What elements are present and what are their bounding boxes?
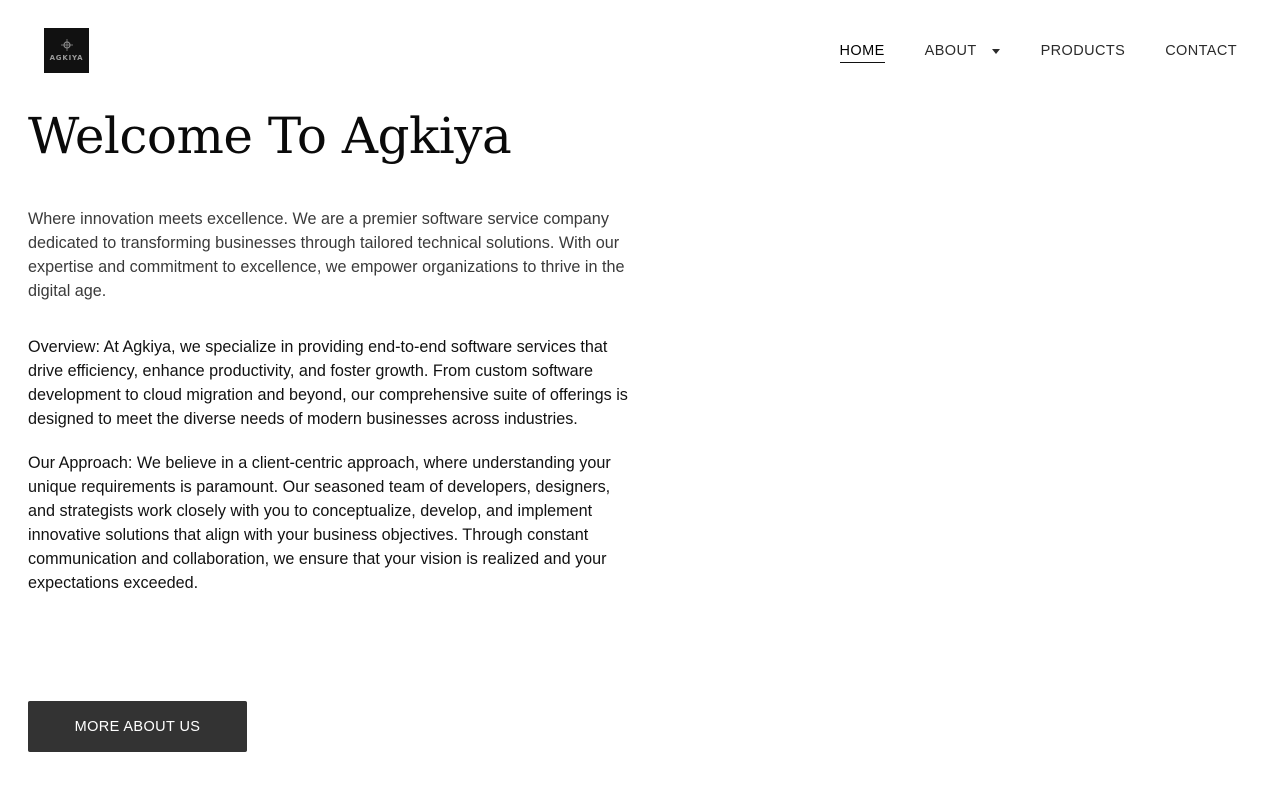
main-nav: [840, 40, 1237, 62]
nav-label-contact: CONTACT: [1165, 43, 1237, 59]
overview-paragraph: Overview: At Agkiya, we specialize in providing end-to-end software services that drive efficiency, enhance productivity, and foster growth. From custom software development to cloud migration and beyond, our comprehensive suite of offerings is designed to meet the diverse needs of modern businesses across industries.: [28, 338, 628, 428]
approach-paragraph: Our Approach: We believe in a client-centric approach, where understanding your unique requirements is paramount. Our seasoned team of developers, designers, and strategists work closely with you to conceptualize, develop, and implement innovative solutions that align with your business objectives. Through constant communication and collaboration, we ensure that your vision is realized and your expectations exceeded.: [28, 454, 611, 592]
intro-paragraph: Where innovation meets excellence. We are a premier software service company dedicated to transforming businesses through tailored technical solutions. With our expertise and commitment to excellence, we empower organizations to thrive in the digital age.: [28, 210, 625, 300]
brand-logo[interactable]: [44, 28, 89, 73]
site-header: [0, 0, 1280, 100]
nav-item-home[interactable]: [840, 40, 885, 62]
logo-mark-icon: [60, 39, 74, 51]
hero-section: [28, 100, 628, 595]
nav-item-contact[interactable]: [1165, 40, 1237, 62]
page-title: Welcome To Agkiya: [28, 107, 512, 165]
nav-item-products[interactable]: [1041, 40, 1126, 62]
nav-label-about: ABOUT: [924, 43, 977, 59]
nav-label-home: HOME: [840, 43, 885, 63]
more-about-us-button[interactable]: MORE ABOUT US: [28, 701, 247, 752]
nav-label-products: PRODUCTS: [1040, 43, 1126, 59]
caret-down-icon[interactable]: [991, 46, 1001, 56]
logo-text: AGKIYA: [49, 54, 84, 62]
nav-item-about[interactable]: [925, 40, 1001, 62]
